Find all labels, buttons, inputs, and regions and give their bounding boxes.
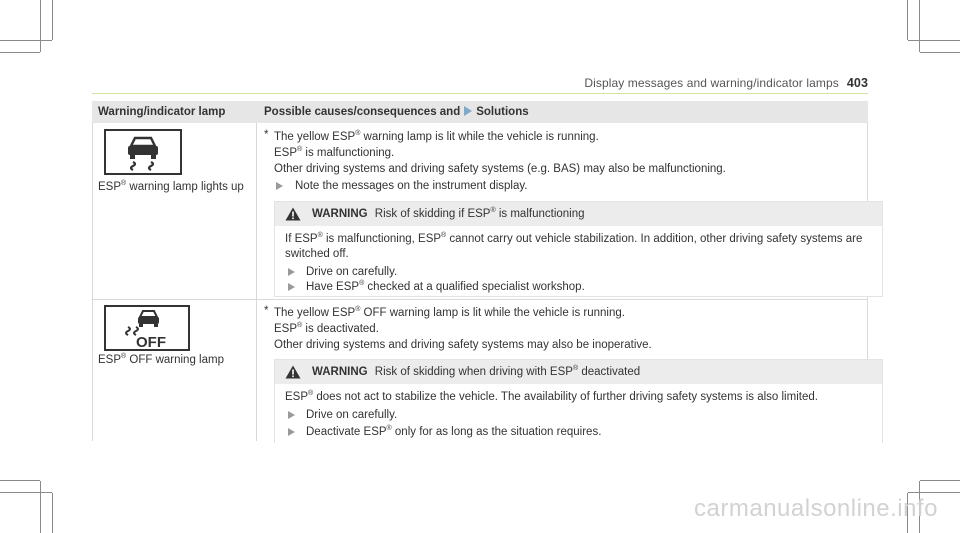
text: The yellow ESP (274, 307, 356, 319)
warning-body (285, 391, 818, 403)
section-title: Display messages and warning/indicator lamps (584, 76, 839, 90)
step-arrow-icon (288, 283, 295, 291)
cause-line: Other driving systems and driving safety systems may also be inoperative. (274, 339, 652, 351)
warning-label: WARNING (312, 208, 368, 220)
footnote-asterisk: * (264, 129, 269, 141)
solution-arrow-icon (464, 106, 472, 116)
registered-mark: ® (297, 322, 303, 329)
warning-triangle-icon (285, 207, 301, 221)
text: is deactivated. (302, 323, 379, 335)
text: If ESP (285, 233, 318, 245)
text: warning lamp is lit while the vehicle is running. (360, 131, 599, 143)
column-header-solutions-text: Solutions (476, 106, 529, 118)
caption-text: warning lamp lights up (126, 181, 244, 193)
solution-step (306, 426, 601, 438)
solution-step (306, 281, 585, 293)
header-rule (92, 93, 868, 94)
text: Deactivate ESP (306, 426, 387, 438)
cause-line (274, 131, 599, 143)
footnote-asterisk: * (264, 305, 269, 317)
table-header (92, 101, 868, 123)
solution-step: Drive on carefully. (306, 409, 398, 421)
warning-lamp-table (92, 101, 868, 441)
warning-box (274, 201, 883, 297)
crop-mark (40, 0, 41, 52)
crop-mark (0, 52, 40, 53)
crop-mark (52, 493, 53, 533)
column-header-lamp: Warning/indicator lamp (98, 106, 226, 118)
text: OFF warning lamp is lit while the vehicle is running. (360, 307, 625, 319)
column-header-causes-text: Possible causes/consequences and (264, 106, 461, 118)
lamp-caption (98, 181, 244, 193)
crop-mark (0, 40, 52, 41)
warning-title (312, 366, 640, 378)
crop-mark (908, 492, 960, 493)
text: Risk of skidding when driving with ESP (374, 366, 573, 378)
registered-mark: ® (490, 207, 496, 214)
registered-mark: ® (359, 280, 365, 287)
text: is malfunctioning, ESP (322, 233, 442, 245)
text: is malfunctioning (495, 208, 585, 220)
registered-mark: ® (441, 232, 447, 239)
caption-text: OFF warning lamp (126, 354, 224, 366)
column-header-causes (264, 106, 529, 118)
text: deactivated (578, 366, 641, 378)
registered-mark: ® (386, 425, 392, 432)
solution-step: Note the messages on the instrument display. (295, 180, 528, 192)
registered-mark: ® (572, 365, 579, 372)
off-label: OFF (136, 334, 166, 349)
solution-step: Drive on carefully. (306, 266, 398, 278)
column-divider (256, 123, 257, 441)
warning-box (274, 359, 883, 443)
crop-mark (919, 0, 920, 52)
registered-mark: ® (355, 306, 361, 313)
warning-body: switched off. (285, 248, 349, 260)
text: cannot carry out vehicle stabilization. In addition, other driving safety systems are (446, 233, 863, 245)
warning-body (285, 233, 862, 245)
crop-mark (0, 480, 40, 481)
caption-text: ESP (98, 181, 122, 193)
crop-mark (40, 481, 41, 533)
registered-mark: ® (317, 232, 323, 239)
esp-off-warning-lamp-icon (104, 305, 190, 351)
esp-warning-lamp-icon (104, 129, 182, 175)
step-arrow-icon (276, 182, 283, 190)
registered-mark: ® (121, 353, 127, 360)
page-number: 403 (846, 76, 868, 90)
text: The yellow ESP (274, 131, 356, 143)
table-left-border (92, 123, 93, 441)
registered-mark: ® (121, 180, 127, 187)
text: does not act to stabilize the vehicle. The availability of further driving safety systems is also limited. (313, 391, 818, 403)
cause-line (274, 147, 394, 159)
text: is malfunctioning. (302, 147, 395, 159)
warning-triangle-icon (285, 365, 301, 379)
crop-mark (920, 480, 960, 481)
text: only for as long as the situation requires. (391, 426, 602, 438)
registered-mark: ® (297, 146, 303, 153)
step-arrow-icon (288, 268, 295, 276)
running-header (584, 76, 868, 90)
warning-label: WARNING (312, 366, 368, 378)
text: Risk of skidding if ESP (374, 208, 491, 220)
cause-line (274, 323, 379, 335)
text: checked at a qualified specialist workshop. (364, 281, 585, 293)
warning-header (275, 360, 882, 384)
warning-header (275, 202, 882, 226)
text: ESP (285, 391, 309, 403)
caption-text: ESP (98, 354, 122, 366)
text: Have ESP (306, 281, 360, 293)
warning-title (312, 208, 585, 220)
cause-line: Other driving systems and driving safety systems (e.g. BAS) may also be malfunctioning. (274, 163, 726, 175)
crop-mark (0, 492, 52, 493)
registered-mark: ® (355, 130, 361, 137)
lamp-caption (98, 354, 224, 366)
crop-mark (52, 0, 53, 40)
crop-mark (908, 40, 960, 41)
text: ESP (274, 323, 298, 335)
crop-mark (907, 0, 908, 40)
crop-mark (920, 52, 960, 53)
registered-mark: ® (308, 390, 314, 397)
watermark: carmanualsonline.info (694, 495, 938, 522)
step-arrow-icon (288, 428, 295, 436)
cause-line (274, 307, 625, 319)
step-arrow-icon (288, 411, 295, 419)
row-divider (92, 299, 868, 300)
text: ESP (274, 147, 298, 159)
